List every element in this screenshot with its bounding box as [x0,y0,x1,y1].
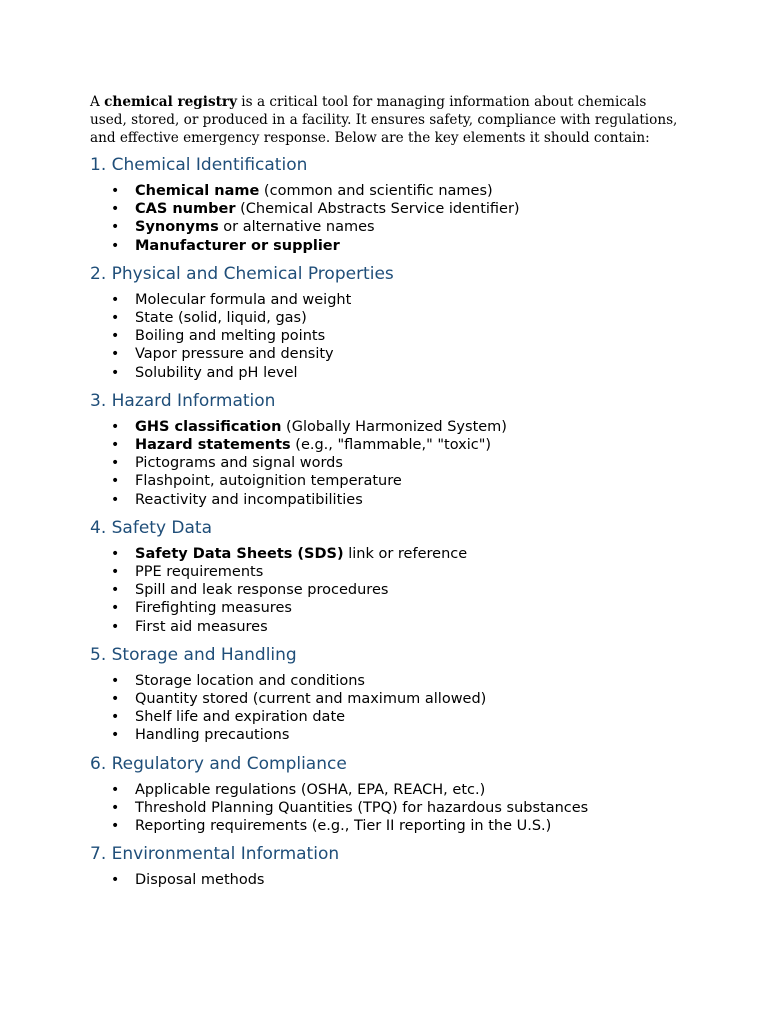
list-item-term: Chemical name [135,183,260,199]
list-item-text: Solubility and pH level [135,364,298,381]
list-item [90,690,680,708]
list-item [90,672,680,690]
list-item [90,599,680,617]
list-item-text: Vapor pressure and density [135,346,334,363]
bullet-icon: • [111,310,120,327]
list-item [90,418,680,436]
intro-rest: is a critical tool for managing information about chemicals used, stored, or produced in a facility. It ensures safety, compliance with regulations, and effective emergency response. Below are the key elements it should contain: [90,94,678,146]
list-item-text: Quantity stored (current and maximum allowed) [135,691,487,708]
list-item [90,726,680,744]
bullet-icon: • [111,564,120,581]
list-item-text: Boiling and melting points [135,328,326,345]
bullet-icon: • [111,781,120,798]
list-item-term: GHS classification [135,418,282,435]
bullet-icon: • [111,219,120,236]
sections-container [90,154,680,889]
section-heading: 6. Regulatory and Compliance [90,753,347,774]
list-item [90,345,680,363]
list-item [90,237,680,255]
bullet-icon: • [111,618,120,635]
list-item [90,563,680,581]
list-item [90,218,680,236]
section-heading: 1. Chemical Identification [90,155,308,175]
list-item-text: link or reference [343,545,468,562]
list-item-text: (Chemical Abstracts Service identifier) [235,201,520,218]
bullet-icon: • [111,545,120,562]
list-item [90,472,680,490]
list-item-text: Molecular formula and weight [135,291,352,308]
bullet-list [90,672,680,745]
list-item-text: Threshold Planning Quantities (TPQ) for hazardous substances [135,799,589,816]
bullet-list [90,418,680,509]
bullet-icon: • [111,709,120,726]
list-item-text: Pictograms and signal words [135,455,343,472]
bullet-list [90,781,680,836]
list-item-text: or alternative names [218,219,375,236]
list-item-text: Applicable regulations (OSHA, EPA, REACH, etc.) [135,781,486,798]
bullet-list [90,871,680,889]
list-item-text: Reactivity and incompatibilities [135,491,363,508]
bullet-icon: • [111,328,120,345]
list-item [90,871,680,889]
bullet-icon: • [111,455,120,472]
list-item-term: CAS number [135,201,236,218]
bullet-icon: • [111,183,120,199]
section-heading: 7. Environmental Information [90,844,340,865]
bullet-icon: • [111,600,120,617]
bullet-icon: • [111,818,120,835]
list-item [90,182,680,200]
bullet-list [90,182,680,255]
list-item [90,545,680,563]
list-item [90,309,680,327]
bullet-list [90,291,680,382]
list-item-text: (e.g., "flammable," "toxic") [290,437,492,454]
list-item-text: Flashpoint, autoignition temperature [135,473,402,490]
bullet-icon: • [111,346,120,363]
list-item-text: Shelf life and expiration date [135,709,346,726]
bullet-icon: • [111,364,120,381]
list-item-term: Hazard statements [135,437,291,454]
list-item-text: (common and scientific names) [259,183,493,199]
bullet-icon: • [111,473,120,490]
section-heading: 2. Physical and Chemical Properties [90,263,394,284]
list-item [90,708,680,726]
list-item-text: Firefighting measures [135,600,292,617]
list-item [90,817,680,835]
list-item-text: State (solid, liquid, gas) [135,310,307,327]
list-item [90,364,680,382]
bullet-icon: • [111,418,120,435]
bullet-icon: • [111,201,120,218]
list-item-text: PPE requirements [135,564,264,581]
bullet-icon: • [111,691,120,708]
section-heading: 5. Storage and Handling [90,644,297,665]
list-item-term: Manufacturer or supplier [135,237,340,254]
intro-term: chemical registry [104,94,237,110]
list-item [90,327,680,345]
list-item [90,436,680,454]
bullet-icon: • [111,799,120,816]
bullet-icon: • [111,727,120,744]
list-item [90,581,680,599]
list-item [90,799,680,817]
list-item-text: Spill and leak response procedures [135,582,389,599]
list-item-term: Synonyms [135,219,219,236]
bullet-icon: • [111,437,120,454]
bullet-list [90,545,680,636]
list-item [90,454,680,472]
list-item-text: Reporting requirements (e.g., Tier II reporting in the U.S.) [135,818,552,835]
list-item-text: First aid measures [135,618,268,635]
list-item-term: Safety Data Sheets (SDS) [135,545,344,562]
document-page [90,93,680,897]
bullet-icon: • [111,582,120,599]
list-item-text: Storage location and conditions [135,672,365,689]
section-heading: 3. Hazard Information [90,390,276,411]
bullet-icon: • [111,672,120,689]
list-item [90,491,680,509]
bullet-icon: • [111,872,120,889]
list-item [90,781,680,799]
bullet-icon: • [111,291,120,308]
intro-paragraph [90,93,680,147]
list-item-text: Handling precautions [135,727,290,744]
section-heading: 4. Safety Data [90,517,212,538]
list-item [90,200,680,218]
intro-article: A [90,94,100,110]
bullet-icon: • [111,237,120,254]
list-item-text: Disposal methods [135,872,265,889]
list-item-text: (Globally Harmonized System) [281,418,507,435]
list-item [90,291,680,309]
list-item [90,618,680,636]
bullet-icon: • [111,491,120,508]
